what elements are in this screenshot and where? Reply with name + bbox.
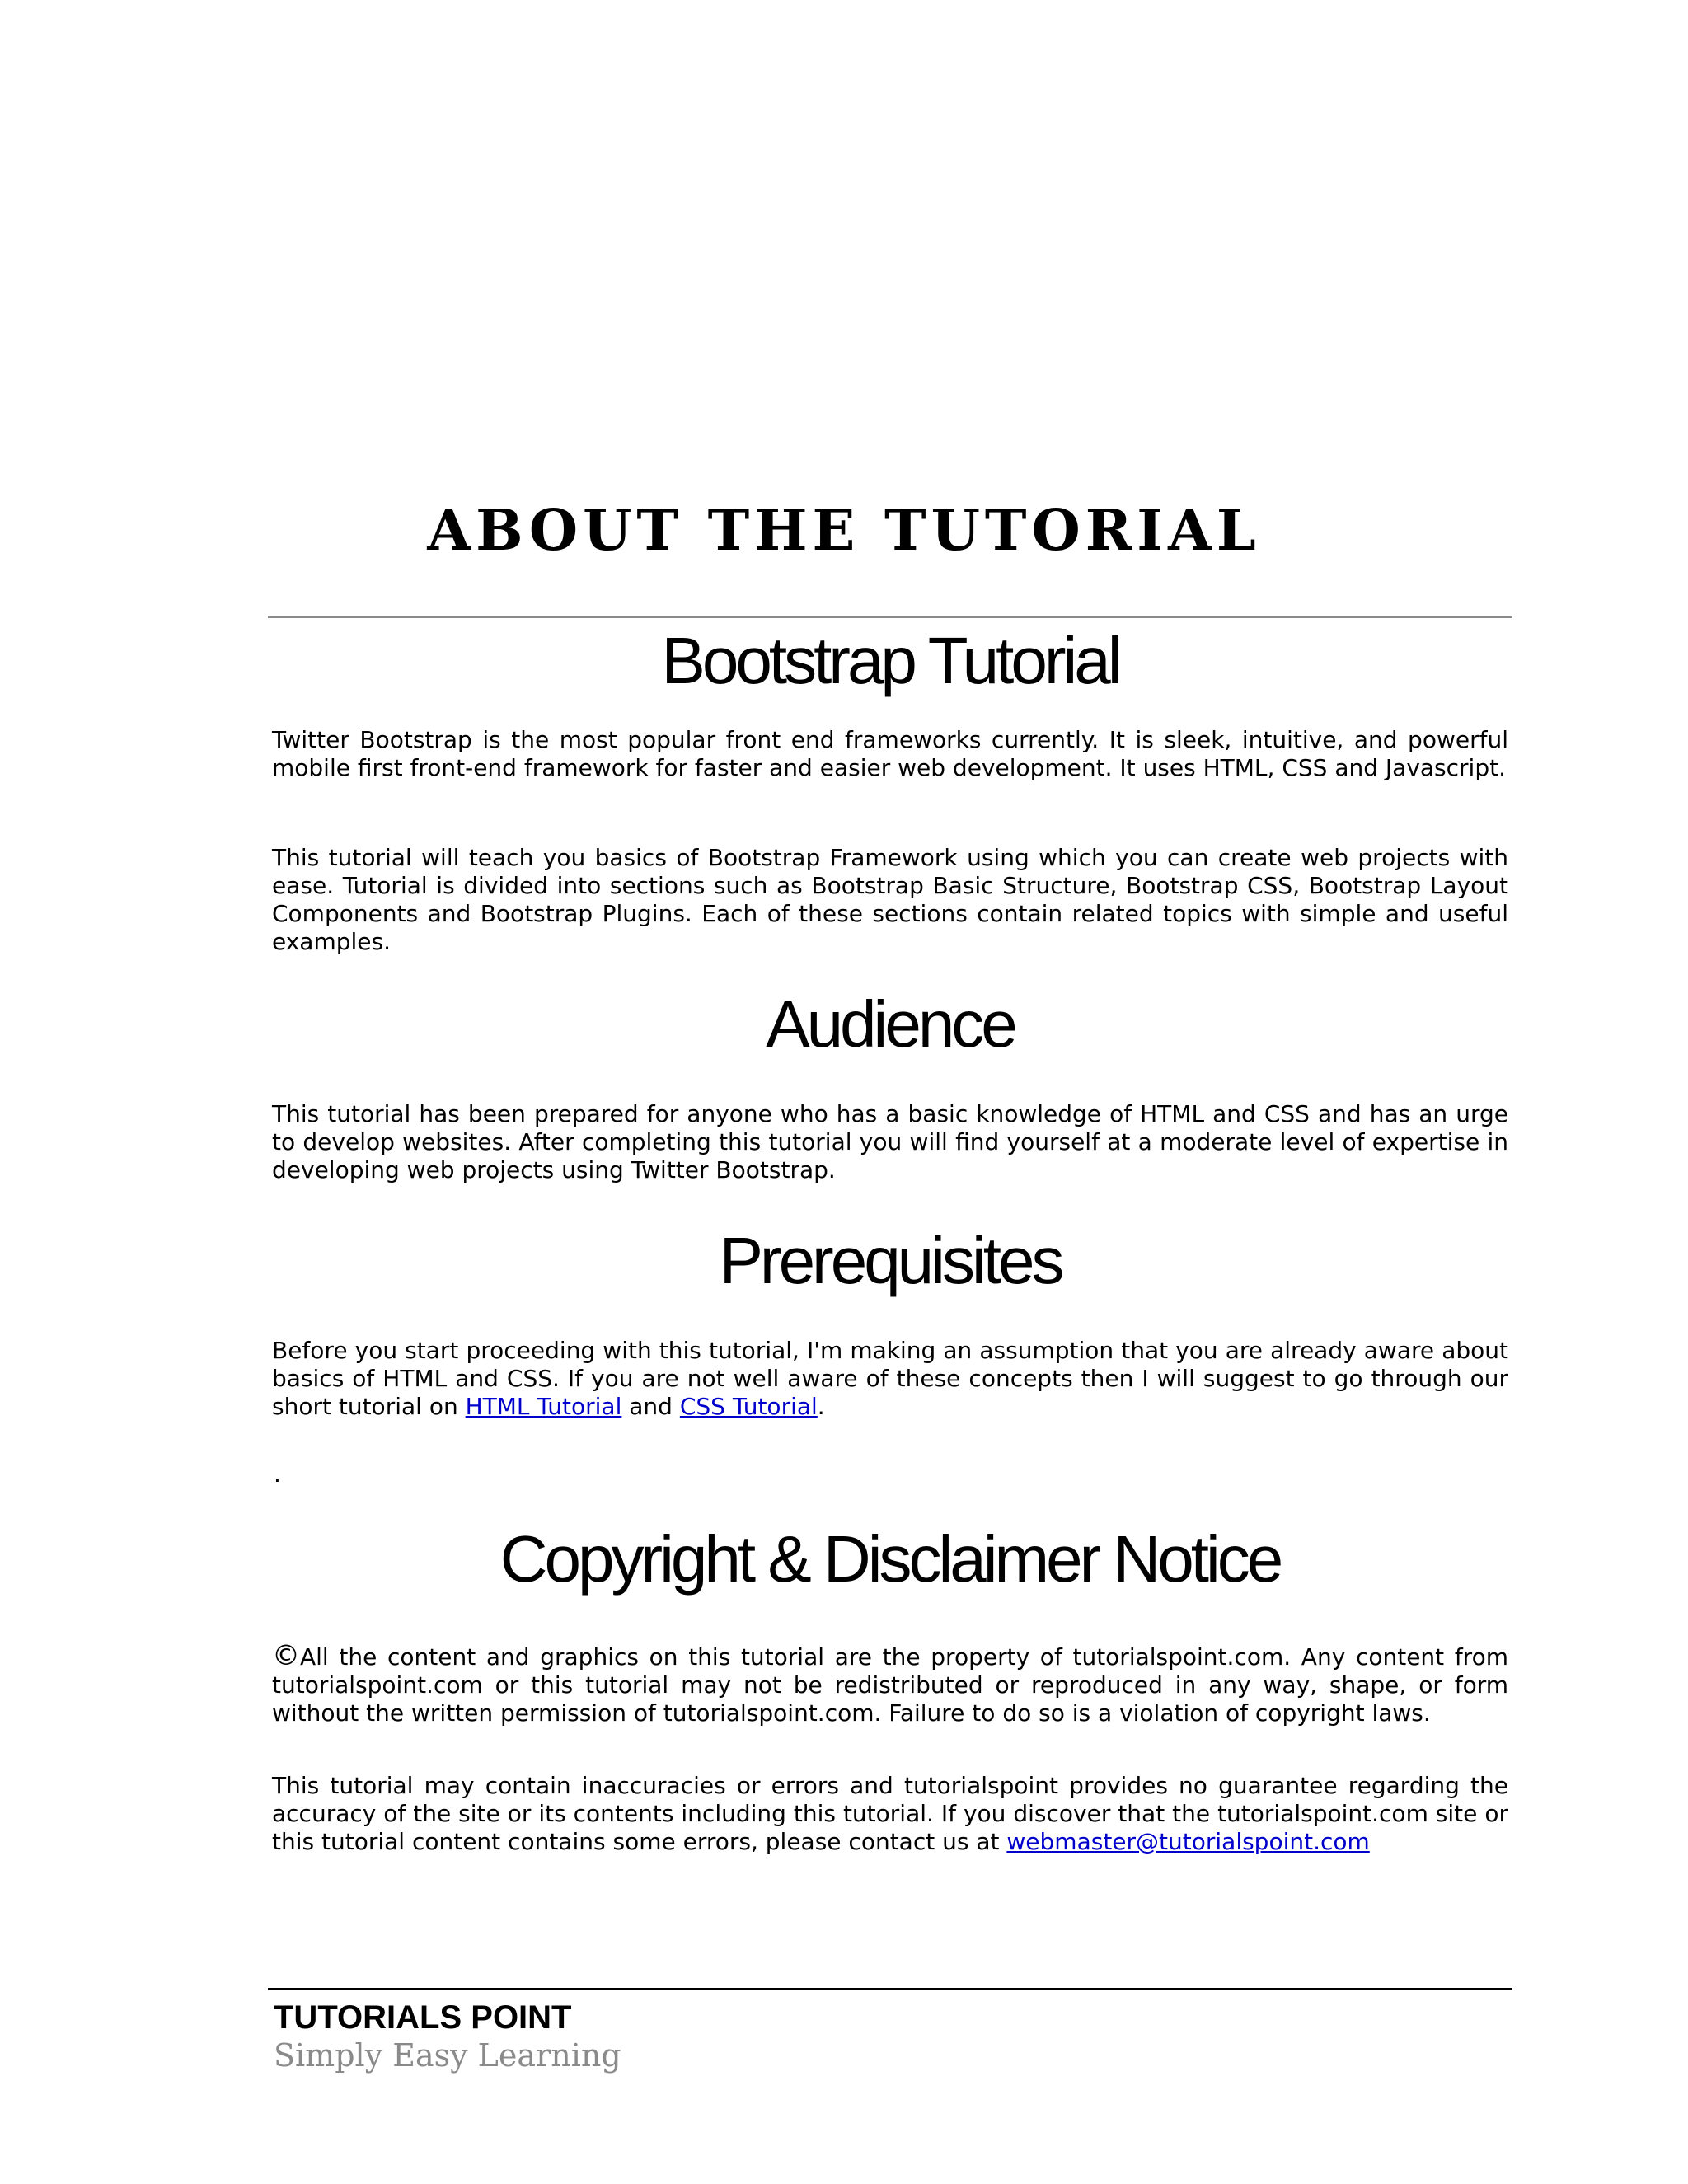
heading-bootstrap-tutorial: Bootstrap Tutorial: [661, 624, 1119, 697]
prerequisites-paragraph: [272, 1337, 1508, 1421]
footer-tagline: Simply Easy Learning: [274, 2037, 621, 2074]
webmaster-email-link[interactable]: webmaster@tutorialspoint.com: [1006, 1828, 1370, 1855]
heading-copyright: Copyright & Disclaimer Notice: [499, 1522, 1281, 1596]
stray-dot: .: [274, 1460, 281, 1488]
page-title: ABOUT THE TUTORIAL: [427, 498, 1261, 564]
copyright-symbol: ©: [272, 1639, 300, 1672]
heading-audience: Audience: [766, 987, 1015, 1061]
audience-paragraph: This tutorial has been prepared for anyone who has a basic knowledge of HTML and CSS and has an urge to develop websites. After completing this tutorial you will find yourself at a moderate level of expertise in developing web projects using Twitter Bootstrap.: [272, 1100, 1508, 1183]
copyright-paragraph-2: [272, 1772, 1508, 1856]
html-tutorial-link[interactable]: HTML Tutorial: [465, 1393, 622, 1420]
copyright-text: All the content and graphics on this tutorial are the property of tutorialspoint.com. Any content from tutorialspoint.com or this tutorial may not be redistributed or reproduced in any way, shape, or form without the written permission of tutorialspoint.com. Failure to do so is a violation of copyright laws.: [272, 1643, 1508, 1727]
prerequisites-and: and: [621, 1393, 680, 1420]
prerequisites-period: .: [817, 1393, 825, 1420]
disclaimer-text: This tutorial may contain inaccuracies or errors and tutorialspoint provides no guarantee regarding the accuracy of the site or its contents including this tutorial. If you discover that the tutorialspoint.com site or this tutorial content contains some errors, please contact us at: [272, 1772, 1508, 1855]
bootstrap-paragraph-2: This tutorial will teach you basics of Bootstrap Framework using which you can create web projects with ease. Tutorial is divided into sections such as Bootstrap Basic Structure, Bootstrap CSS, Bootstrap Layout Components and Bootstrap Plugins. Each of these sections contain related topics with simple and useful examples.: [272, 844, 1508, 955]
footer-divider: [268, 1988, 1512, 1990]
prerequisites-text: Before you start proceeding with this tutorial, I'm making an assumption that you are already aware about basics of HTML and CSS. If you are not well aware of these concepts then I will suggest to go through our short tutorial on: [272, 1337, 1508, 1420]
bootstrap-paragraph-1: Twitter Bootstrap is the most popular front end frameworks currently. It is sleek, intuitive, and powerful mobile first front-end framework for faster and easier web development. It uses HTML, CSS and Javascript.: [272, 726, 1508, 781]
heading-prerequisites: Prerequisites: [719, 1224, 1062, 1297]
title-divider: [268, 616, 1512, 618]
css-tutorial-link[interactable]: CSS Tutorial: [679, 1393, 818, 1420]
footer-brand: TUTORIALS POINT: [274, 1999, 572, 2036]
copyright-paragraph-1: [272, 1639, 1508, 1727]
